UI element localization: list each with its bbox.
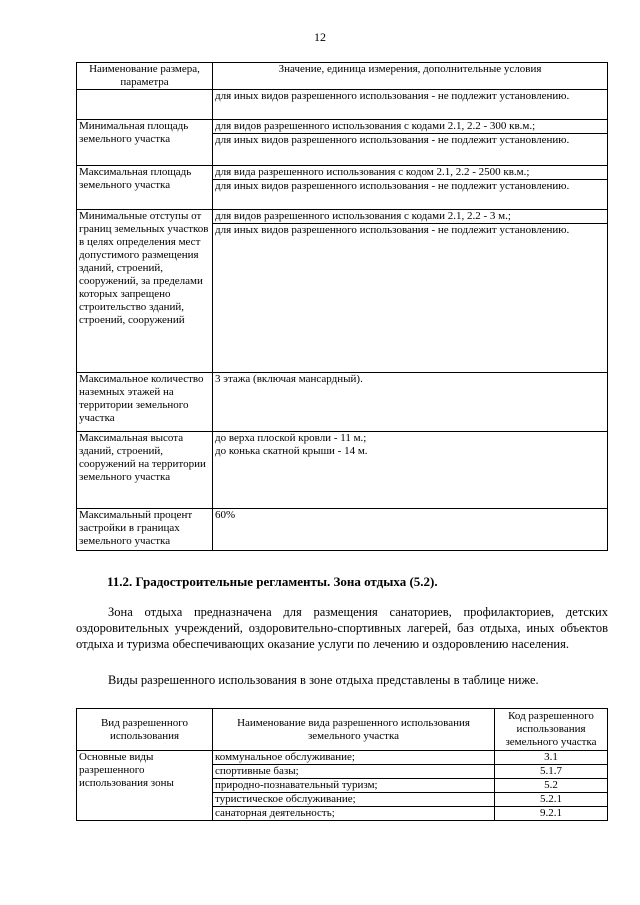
param-value	[213, 210, 608, 373]
table-row	[77, 432, 608, 509]
use-name: спортивные базы;	[213, 765, 495, 779]
use-code: 5.1.7	[495, 765, 608, 779]
use-name: коммунальное обслуживание;	[213, 751, 495, 765]
param-name: Максимальная площадь земельного участка	[77, 166, 213, 210]
paragraph-zone-purpose: Зона отдыха предназначена для размещения санаториев, профилакториев, детских оздоровительных учреждений, оздоровительно-спортивных лагерей, баз отдыха, иных объектов отдыха и туризма обеспечивающих оказание услуги по лечению и оздоровлению населения.	[76, 605, 608, 651]
param-name: Максимальный процент застройки в границах земельного участка	[77, 509, 213, 551]
table-row	[77, 751, 608, 765]
param-value	[213, 90, 608, 120]
value-line: для видов разрешенного использования с кодами 2.1, 2.2 - 3 м.;	[213, 210, 607, 224]
value-line: для иных видов разрешенного использования - не подлежит установлению.	[215, 90, 570, 102]
use-name: туристическое обслуживание;	[213, 793, 495, 807]
table-row	[77, 509, 608, 551]
param-value: 60%	[213, 509, 608, 551]
value-line: для иных видов разрешенного использования - не подлежит установлению.	[215, 134, 570, 146]
parameters-table	[76, 62, 608, 551]
header-use-code: Код разрешенного использования земельного участка	[495, 709, 608, 751]
value-line: для видов разрешенного использования с кодами 2.1, 2.2 - 300 кв.м.;	[213, 120, 607, 134]
header-use-type: Вид разрешенного использования	[77, 709, 213, 751]
paragraph-uses-intro: Виды разрешенного использования в зоне отдыха представлены в таблице ниже.	[108, 673, 539, 687]
header-parameter-name: Наименование размера, параметра	[77, 63, 213, 90]
param-value: до верха плоской кровли - 11 м.; до конька скатной крыши - 14 м.	[213, 432, 608, 509]
table-row	[77, 210, 608, 373]
param-name: Минимальные отступы от границ земельных участков в целях определения мест допустимого размещения зданий, строений, сооружений, за пределами которых запрещено строительство зданий, строений, сооружений	[77, 210, 213, 373]
permitted-uses-table	[76, 708, 608, 821]
param-value: 3 этажа (включая мансардный).	[213, 373, 608, 432]
param-name: Максимальная высота зданий, строений, сооружений на территории земельного участка	[77, 432, 213, 509]
use-code: 3.1	[495, 751, 608, 765]
param-value	[213, 166, 608, 210]
use-name: природно-познавательный туризм;	[213, 779, 495, 793]
use-name: санаторная деятельность;	[213, 807, 495, 821]
value-line: для иных видов разрешенного использования - не подлежит установлению.	[215, 224, 570, 236]
value-line: для иных видов разрешенного использования - не подлежит установлению.	[215, 180, 570, 192]
use-category: Основные виды разрешенного использования зоны	[77, 751, 213, 821]
header-use-name: Наименование вида разрешенного использования земельного участка	[213, 709, 495, 751]
use-code: 9.2.1	[495, 807, 608, 821]
table-row	[77, 166, 608, 210]
value-line: для вида разрешенного использования с кодом 2.1, 2.2 - 2500 кв.м.;	[213, 166, 607, 180]
table-header-row	[77, 63, 608, 90]
table-row	[77, 373, 608, 432]
table-row	[77, 90, 608, 120]
page-number: 12	[314, 30, 326, 44]
param-name	[77, 90, 213, 120]
param-name: Минимальная площадь земельного участка	[77, 120, 213, 166]
header-parameter-value: Значение, единица измерения, дополнительные условия	[213, 63, 608, 90]
use-code: 5.2.1	[495, 793, 608, 807]
section-heading: 11.2. Градостроительные регламенты. Зона отдыха (5.2).	[107, 574, 438, 589]
param-value	[213, 120, 608, 166]
param-name: Максимальное количество наземных этажей на территории земельного участка	[77, 373, 213, 432]
use-code: 5.2	[495, 779, 608, 793]
table-row	[77, 120, 608, 166]
table-header-row	[77, 709, 608, 751]
